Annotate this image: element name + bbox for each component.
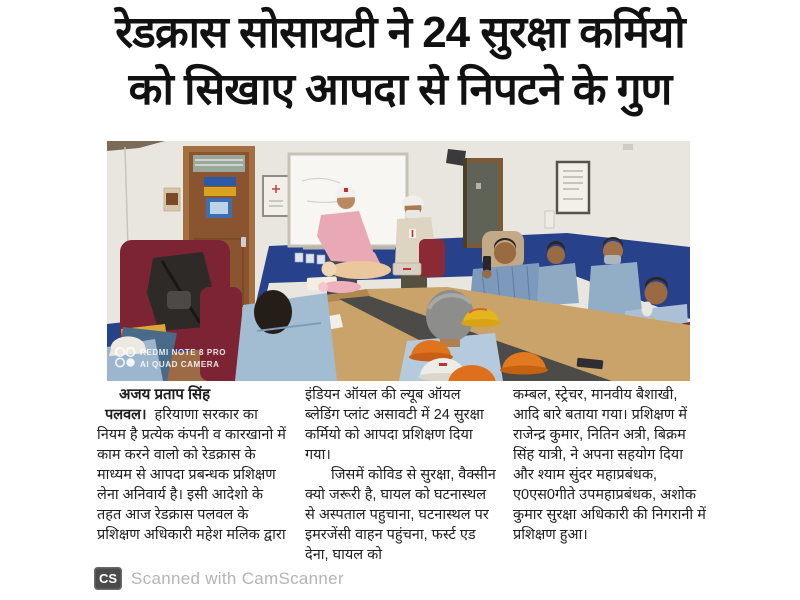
switch-plate [545, 211, 554, 228]
door-sign-yellow [204, 187, 236, 196]
headline-line-2: को सिखाए आपदा से निपटने के गुण [128, 65, 672, 114]
news-photo [107, 141, 690, 381]
column-1-text: हरियाणा सरकार का नियम है प्रत्येक कंपनी व कारखानो में काम करने वालो को रेडक्रास के माध्यम से आपदा प्रबन्धक प्रशिक्षण लेना अनिवार्य है। इसी आदेशो के तहत आज रेडक्रास पलवल के प्रशिक्षण अधिकारी महेश मलिक द्वारा [97, 407, 286, 543]
smartphone [483, 256, 491, 271]
article-column-2 [305, 385, 498, 565]
wall-poster [164, 188, 180, 211]
mask-on-chin [604, 255, 621, 264]
training-room-photo [107, 141, 690, 381]
foreground-man-cap [107, 336, 163, 381]
dateline: पलवल। [105, 407, 147, 423]
red-cross-cap-mark [344, 188, 348, 192]
article-column-1 [97, 385, 290, 565]
cpr-mannequin-baby [318, 281, 361, 293]
hanging-mask [642, 302, 653, 317]
door-handle [241, 237, 246, 247]
framed-certificate [557, 162, 589, 213]
camscanner-watermark [94, 567, 344, 590]
headline-line-1: रेडक्रास सोसायटी ने 24 सुरक्षा कर्मियो [115, 8, 685, 57]
watermark-line-2: AI QUAD CAMERA [140, 360, 220, 369]
face-mask [406, 210, 420, 218]
column-1-paragraph [97, 405, 290, 545]
framed-picture-left [263, 176, 289, 216]
column-3-paragraph: कम्बल, स्ट्रेचर, मानवीय बैशाखी, आदि बारे बताया गया। प्रशिक्षण में राजेन्द्र कुमार, नितिन अत्री, बिक्रम सिंह यात्री, ने अपना सहयोग दिया और श्याम सुंदर महाप्रबंधक, ए0एस0गीते उपमहाप्रबंधक, अशोक कुमार सुरक्षा अधिकारी की निगरानी में प्रशिक्षण हुआ। [513, 387, 706, 543]
article-column-3 [513, 385, 706, 565]
camscanner-text: Scanned with CamScanner [131, 568, 344, 588]
door-right-handle [476, 183, 481, 189]
red-chair-center [419, 239, 445, 277]
door-sign-blue [204, 177, 236, 186]
article-headline [0, 4, 800, 118]
watermark-line-1: REDMI NOTE 8 PRO [140, 348, 227, 357]
camscanner-logo: CS [94, 567, 122, 590]
first-aid-kit [393, 263, 421, 275]
column-2-paragraph-1: इंडियन ऑयल की ल्यूब ऑयल ब्लेडिंग प्लांट असावटी में 24 सुरक्षा कर्मियो को आपदा प्रशिक्षण दिया गया। [305, 387, 484, 463]
wall-vent [623, 144, 633, 150]
column-2-paragraph-2: जिसमें कोविड से सुरक्षा, वैक्सीन क्यो जरूरी है, घायल को घटनास्थल से अस्पताल पहुचाना, घटनास्थल पर इमरजेंसी वाहन पहुंचना, फर्स्ट एड देना, घायल को [305, 467, 496, 563]
article-body [97, 385, 707, 565]
byline: अजय प्रताप सिंह [119, 386, 211, 403]
